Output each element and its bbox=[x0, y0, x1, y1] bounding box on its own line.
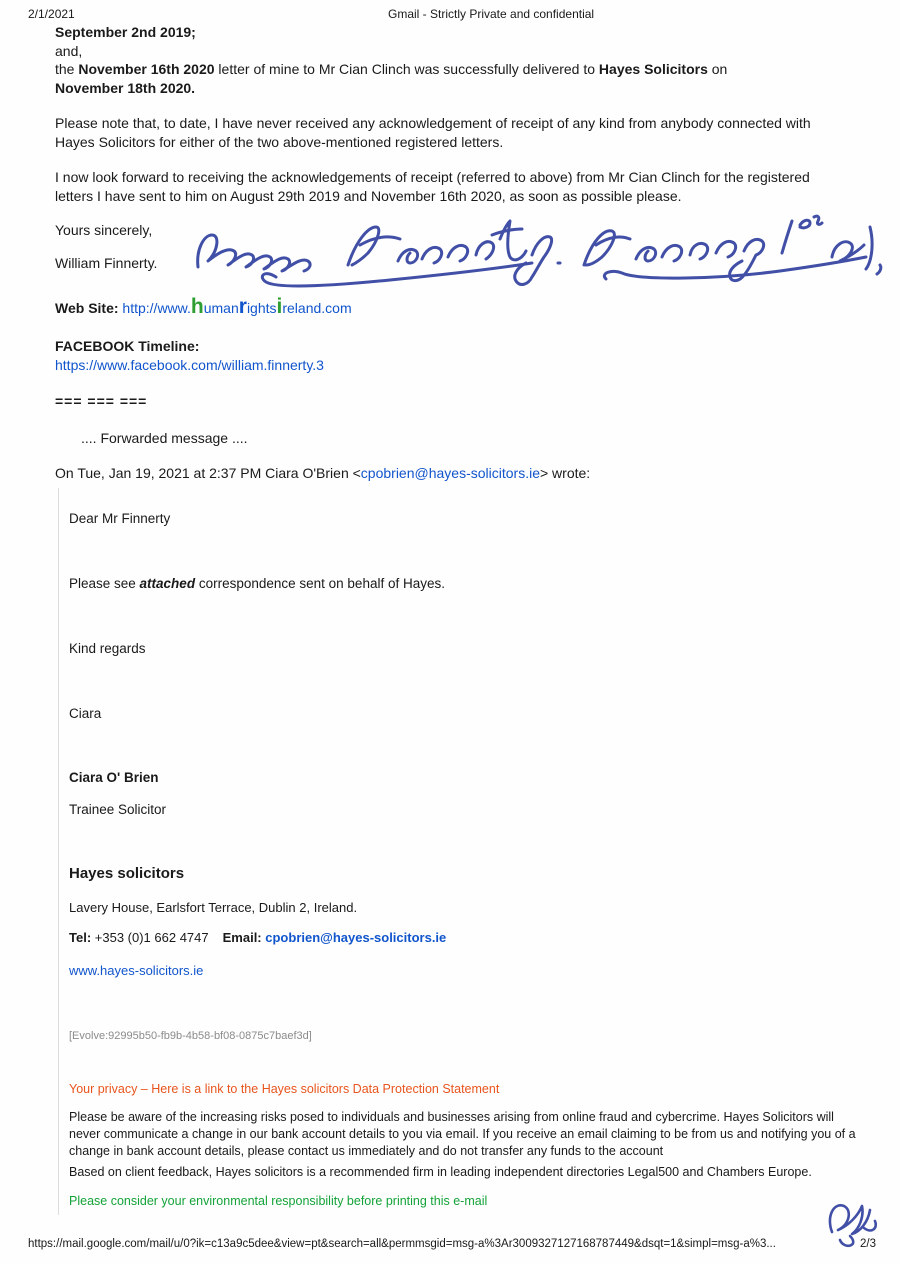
email-label: Email: bbox=[222, 930, 262, 945]
environment-note: Please consider your environmental responsibility before printing this e-mail bbox=[69, 1194, 488, 1208]
website-line bbox=[55, 295, 850, 318]
quote-greeting: Dear Mr Finnerty bbox=[69, 511, 171, 526]
client-feedback-note: Based on client feedback, Hayes solicitors is a recommended firm in leading independent directories Legal500 and Chambers Europe. bbox=[69, 1165, 812, 1179]
letter-line-and: and, bbox=[55, 42, 83, 59]
website-reland: reland.com bbox=[282, 300, 352, 316]
firm-contact-line bbox=[69, 929, 869, 947]
quote-body-line bbox=[69, 575, 869, 593]
letter-line-november-b: letter of mine to Mr Cian Clinch was successfully delivered to bbox=[214, 61, 599, 77]
forwarded-from-text-a: On Tue, Jan 19, 2021 at 2:37 PM Ciara O'Brien < bbox=[55, 464, 361, 481]
quote-signature-role: Trainee Solicitor bbox=[69, 802, 167, 817]
privacy-statement-link[interactable]: Your privacy – Here is a link to the Hayes solicitors Data Protection Statement bbox=[69, 1082, 500, 1096]
tel-label: Tel: bbox=[69, 930, 92, 945]
quote-body-a: Please see bbox=[69, 576, 140, 591]
letter-paragraph-lookforward: I now look forward to receiving the acknowledgements of receipt (referred to above) from Mr Cian Clinch for the registered letters I have sent to him on August 29th 2019 and November 16th 2020, as soon as possible please. bbox=[55, 169, 810, 204]
letter-line-november-c: on bbox=[707, 61, 728, 77]
print-footer-url: https://mail.google.com/mail/u/0?ik=c13a9c5dee&view=pt&search=all&permmsgid=msg-a%3Ar3009327127168787449&dsqt=1&simpl=msg-a%3... bbox=[28, 1238, 776, 1250]
quote-body-b: correspondence sent on behalf of Hayes. bbox=[195, 576, 445, 591]
forwarded-from-text-b: > wrote: bbox=[539, 464, 591, 481]
firm-name: Hayes solicitors bbox=[69, 865, 185, 882]
website-link[interactable] bbox=[122, 295, 352, 318]
letter-line-november-a: the bbox=[55, 61, 79, 77]
letter-body bbox=[55, 23, 850, 482]
letter-paragraph-acknowledgement: Please note that, to date, I have never received any acknowledgement of receipt of any kind from anybody connected with Hayes Solicitors for either of the two above-mentioned registered letters. bbox=[55, 115, 811, 150]
quoted-email-block bbox=[58, 488, 869, 1215]
letter-paragraph-dates bbox=[55, 23, 850, 97]
print-footer bbox=[28, 1238, 876, 1250]
letter-signer-name: William Finnerty. bbox=[55, 254, 158, 271]
forwarded-from-email-link[interactable]: cpobrien@hayes-solicitors.ie bbox=[360, 464, 540, 481]
quote-attached-emphasis: attached bbox=[139, 576, 196, 591]
facebook-link[interactable]: https://www.facebook.com/william.finnerty.3 bbox=[55, 357, 324, 373]
facebook-label: FACEBOOK Timeline: bbox=[55, 337, 200, 354]
letter-hayes-bold: Hayes Solicitors bbox=[598, 61, 708, 77]
website-big-r: r bbox=[238, 295, 247, 318]
forwarded-message-label: .... Forwarded message .... bbox=[81, 430, 248, 446]
website-ights: ights bbox=[246, 300, 277, 316]
quote-regards: Kind regards bbox=[69, 641, 146, 656]
firm-address: Lavery House, Earlsfort Terrace, Dublin 2, Ireland. bbox=[69, 900, 358, 915]
letter-date-nov18: November 18th 2020. bbox=[55, 79, 196, 96]
website-prefix: http://www. bbox=[122, 300, 191, 316]
firm-email-link[interactable]: cpobrien@hayes-solicitors.ie bbox=[265, 930, 447, 945]
tel-value: +353 (0)1 662 4747 bbox=[91, 930, 209, 945]
separator-line: === === === bbox=[55, 392, 148, 409]
letter-line-september: September 2nd 2019; bbox=[55, 24, 196, 40]
website-big-h: h bbox=[190, 295, 204, 318]
quote-signature-name: Ciara O' Brien bbox=[69, 770, 159, 785]
print-header-date: 2/1/2021 bbox=[28, 7, 75, 21]
quote-first-name: Ciara bbox=[69, 706, 102, 721]
letter-closing: Yours sincerely, bbox=[55, 222, 153, 238]
print-footer-page-number: 2/3 bbox=[860, 1238, 876, 1250]
website-uman: uman bbox=[203, 300, 239, 316]
fraud-warning: Please be aware of the increasing risks posed to individuals and businesses arising from online fraud and cybercrime. Hayes Solicitors will never communicate a change in our bank account details to you via email. If you receive an email claiming to be from us and notifying you of a change in bank account details, please contact us immediately and do not transfer any funds to the account bbox=[69, 1110, 856, 1158]
evolve-tag: [Evolve:92995b50-fb9b-4b58-bf08-0875c7baef3d] bbox=[69, 1030, 312, 1042]
print-header-title: Gmail - Strictly Private and confidential bbox=[388, 7, 595, 21]
forwarded-from-line bbox=[55, 464, 850, 483]
firm-website-link[interactable]: www.hayes-solicitors.ie bbox=[69, 963, 204, 978]
letter-date-nov16: November 16th 2020 bbox=[78, 61, 215, 77]
website-big-i: i bbox=[276, 295, 283, 318]
website-label: Web Site: bbox=[55, 300, 119, 316]
